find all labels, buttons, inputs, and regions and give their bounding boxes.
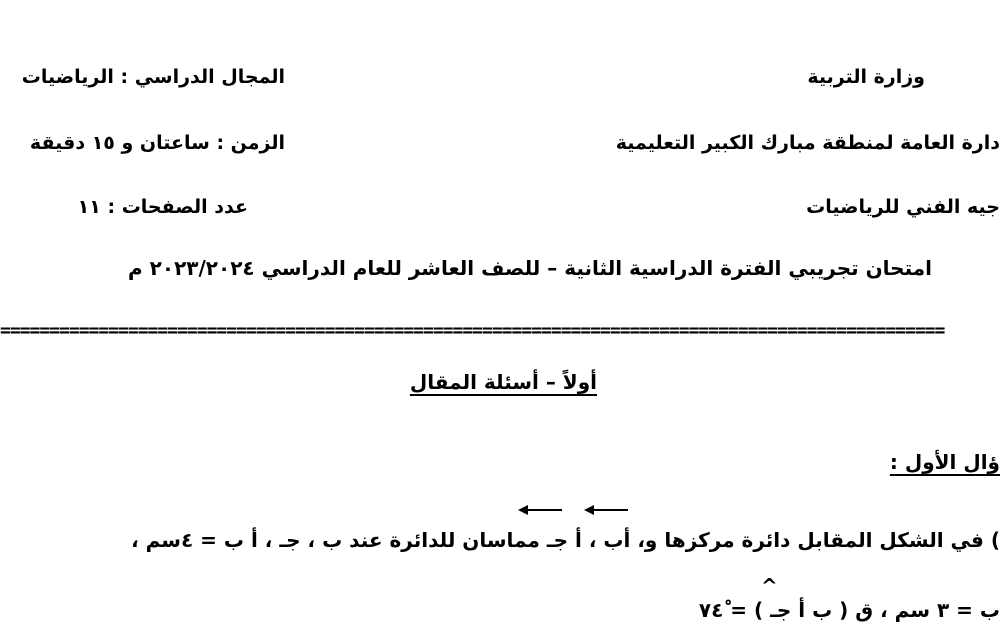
exam-title: امتحان تجريبي الفترة الدراسية الثانية – للصف العاشر للعام الدراسي ٢٠٢٣/٢٠٢٤ م [128, 256, 932, 280]
ministry-label: وزارة التربية [807, 66, 925, 88]
angle-caret-symbol: ^ [761, 574, 778, 598]
supervision-label: جيه الفني للرياضيات [806, 196, 1000, 218]
question-line-1: ) في الشكل المقابل دائرة مركزها و، أب ، أ جـ مماسان للدائرة عند ب ، جـ ، أ ب = ٤سم ، [131, 528, 1000, 552]
time-label: الزمن : ساعتان و ١٥ دقيقة [29, 132, 285, 154]
section-title: أولاً – أسئلة المقال [409, 370, 597, 394]
question-line-2: ب = ٣ سم ، ق ( ب أ جـ ) = ٧٤ْ [698, 598, 1000, 622]
ray-arrow-ab [520, 509, 562, 511]
separator-line: ================================================================================================ [0, 322, 945, 340]
question-heading: ؤال الأول : [889, 450, 1000, 474]
directorate-label: دارة العامة لمنطقة مبارك الكبير التعليمية [615, 132, 1000, 154]
pages-label: عدد الصفحات : ١١ [77, 196, 248, 218]
field-label: المجال الدراسي : الرياضيات [21, 66, 285, 88]
ray-arrow-ajeem [586, 509, 628, 511]
